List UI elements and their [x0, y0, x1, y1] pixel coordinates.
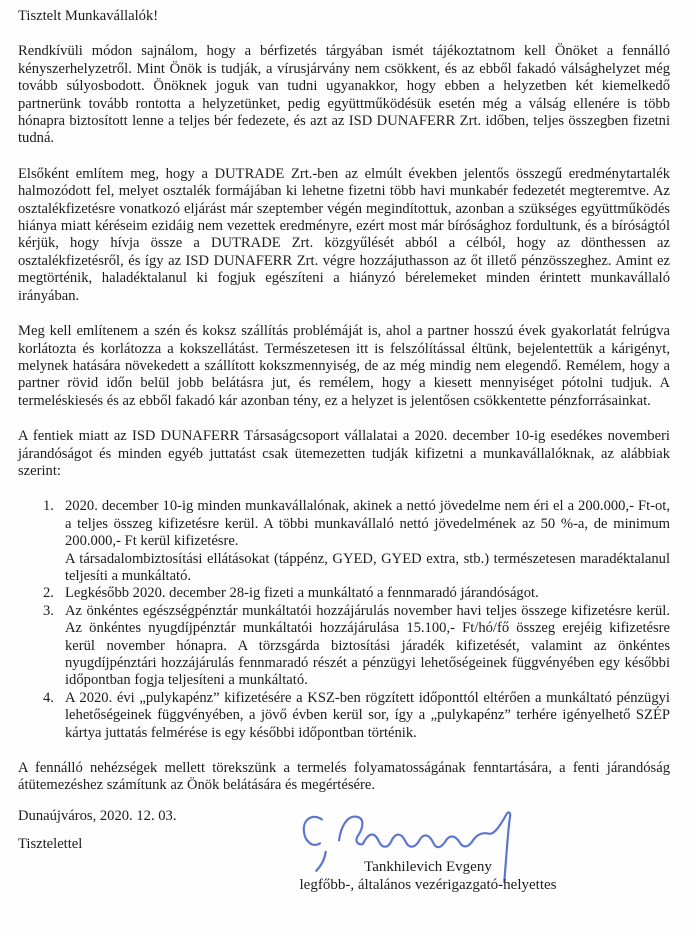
- list-item-1-number: 1.: [43, 498, 54, 515]
- list-item-4-number: 4.: [43, 689, 54, 706]
- list-item-4: [18, 690, 670, 742]
- list-item-1-text: 2020. december 10-ig minden munkavállalónak, akinek a nettó jövedelme nem éri el a 200.000,- Ft-ot, a teljes összeg kifizetésre kerül. A többi munkavállaló nettó jövedelmének az 50 %-a, de minimum 200.000,- Ft kerül kifizetésre.: [65, 498, 670, 550]
- list-item-2-text: Legkésőbb 2020. december 28-ig fizeti a munkáltató a fennmaradó járandóságot.: [65, 585, 539, 602]
- paragraph-crisis-intro: Rendkívüli módon sajnálom, hogy a bérfizetés tárgyában ismét tájékoztatnom kell Önöket a fennálló kényszerhelyzetről. Mint Önök is tudják, a vírusjárvány nem csökkent, és az ebből fakadó válsághelyzet még tovább súlyosbodott. Önöknek joguk van tudni ugyanakkor, hogy ebben a helyzetben két kiemelkedő partnerünk tovább rontotta a helyzetünket, pedig együttműködésük esetén még a válság ellenére is több hónapra biztosított lenne a teljes bér fedezete, és azt az ISD DUNAFERR Zrt. időben, teljes összegben fizetni tudná.: [18, 43, 670, 147]
- list-item-1: [18, 498, 670, 585]
- valediction: Tisztelettel: [18, 836, 83, 853]
- signer-name: Tankhilevich Evgeny: [364, 859, 492, 876]
- payment-schedule-list: [18, 498, 670, 742]
- list-item-3-text: Az önkéntes egészségpénztár munkáltatói hozzájárulás november havi teljes összege kifizetésre kerül. Az önkéntes nyugdíjpénztár munkáltatói hozzájárulása 15.100,- Ft/hó/fő összeg erejéig kifizetésre kerül november hónapra. A törzsgárda biztosítási járadék kifizetését, valamint az önkéntes nyugdíjpénztári hozzájárulás fennmaradó részét a pénzügyi lehetőségeinek függvényében egy későbbi időpontban fogja teljesíteni a munkáltató.: [65, 602, 670, 689]
- list-item-1-subtext: A társadalombiztosítási ellátásokat (táppénz, GYED, GYED extra, stb.) természetesen maradéktalanul teljesíti a munkáltató.: [65, 550, 670, 584]
- signer-title: legfőbb-, általános vezérigazgató-helyettes: [299, 877, 557, 894]
- paragraph-coal-coke-supply: Meg kell említenem a szén és koksz szállítás problémáját is, ahol a partner hosszú évek gyakorlatát felrúgva korlátozta és korlátozza a kokszellátást. Természetesen itt is felszólítással éltünk, bejelentettük a kárigényt, melynek hatására növekedett a szállított kokszmennyiség, de az még mindig nem elegendő. Remélem, hogy a partner rövid időn belül jobb belátásra jut, és remélem, hogy a kiesett mennyiséget pótolni tudjuk. A termeléskiesés és az ebből fakadó kár azonban tény, ez a helyzet is jelentősen csökkentette pénzforrásainkat.: [18, 323, 670, 409]
- signature-block: [253, 810, 603, 894]
- date-line: Dunaújváros, 2020. 12. 03.: [18, 807, 177, 824]
- paragraph-dutrade-dividend: Elsőként említem meg, hogy a DUTRADE Zrt.-ben az elmúlt években jelentős összegű eredménytartalék halmozódott fel, melyet osztalék formájában ki lehetne fizetni több havi munkabér fedezetét megteremtve. Az osztalékfizetésre vonatkozó eljárást már szeptember végén megindítottuk, azonban a szükséges együttműködés hiánya miatt kéréseim ezidáig nem vezettek eredményre, ezért most már bírósághoz fordultunk, és a bíróságtól kérjük, hogy hívja össze a DUTRADE Zrt. közgyűlését abból a célból, hogy az dönthessen az osztalékfizetésről, és így az ISD DUNAFERR Zrt. végre hozzájuthasson az őt illető pénzösszeghez. Amint ez megtörténik, haladéktalanul ki fogjuk egészíteni a hiányzó bérelemeket minden érintett munkavállaló irányában.: [18, 165, 670, 304]
- paragraph-payment-schedule-intro: A fentiek miatt az ISD DUNAFERR Társaságcsoport vállalatai a 2020. december 10-ig esedékes novemberi járandóságot és minden egyéb juttatást csak ütemezetten tudják kifizetni a munkavállalóknak, az alábbiak szerint:: [18, 428, 670, 479]
- signoff-block: [18, 836, 670, 900]
- list-item-2-number: 2.: [43, 585, 54, 602]
- list-item-2: [18, 585, 670, 602]
- closing-paragraph: A fennálló nehézségek mellett törekszünk a termelés folyamatosságának fenntartására, a fenti járandóság átütemezéshez számítunk az Önök belátására és megértésére.: [18, 760, 670, 794]
- list-item-3: [18, 603, 670, 690]
- signature-stroke-initial: [304, 817, 322, 845]
- list-item-3-number: 3.: [43, 602, 54, 619]
- salutation: Tisztelt Munkavállalók!: [18, 8, 159, 24]
- list-item-4-text: A 2020. évi „pulykapénz” kifizetésére a KSZ-ben rögzített időponttól eltérően a munkáltató pénzügyi lehetőségeinek függvényében, a jövő évben kerül sor, így a „pulykapénz” terhére igényelhető SZÉP kártya juttatás felmérése is egy későbbi időpontban történik.: [65, 689, 670, 741]
